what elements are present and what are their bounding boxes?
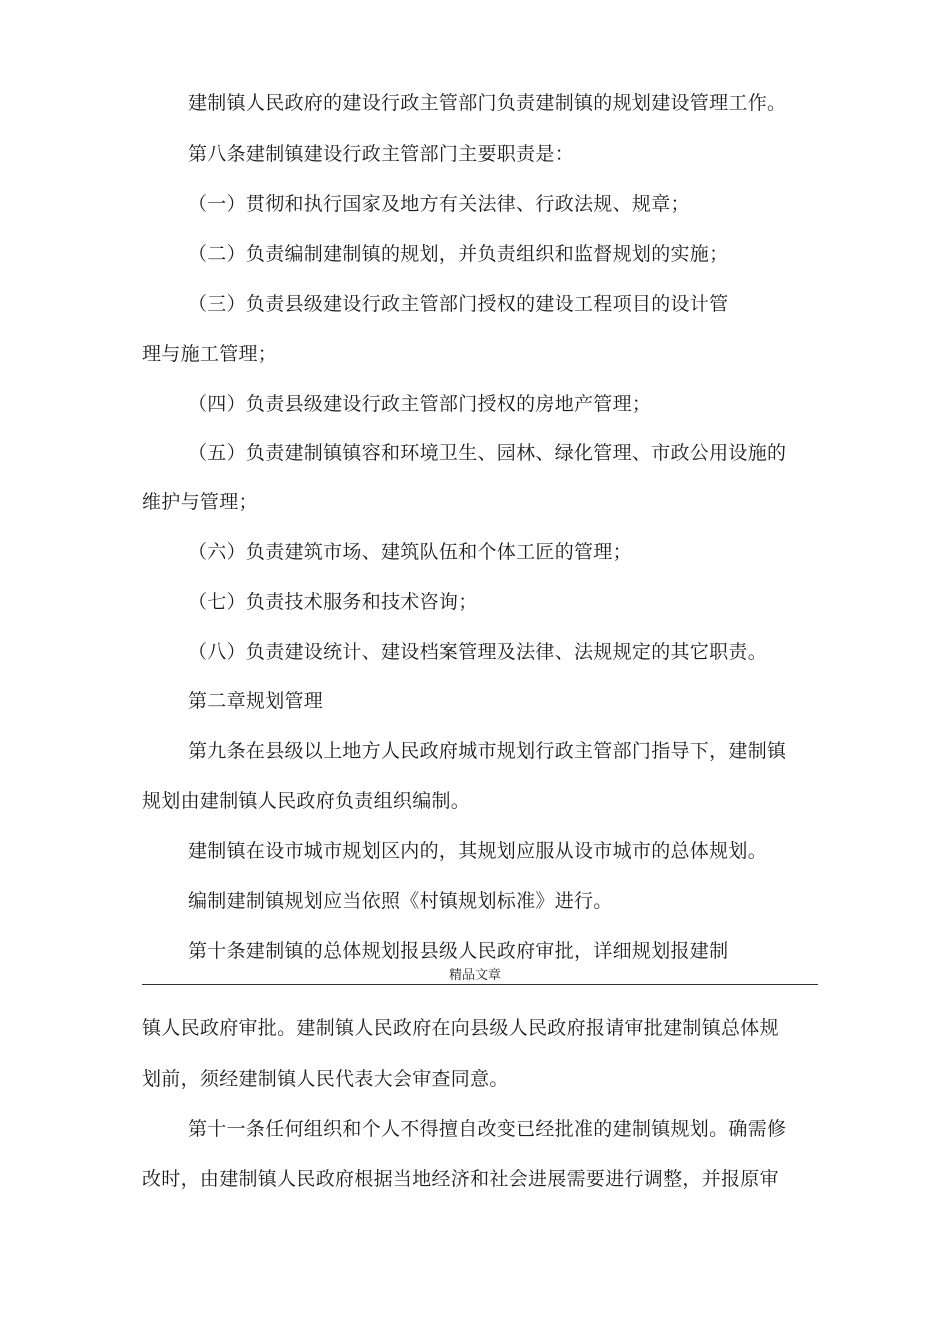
- list-item: （四）负责县级建设行政主管部门授权的房地产管理；: [188, 393, 652, 415]
- page-footer-label: 精品文章: [448, 968, 501, 983]
- list-item: （七）负责技术服务和技术咨询；: [188, 591, 478, 613]
- list-item: （五）负责建制镇镇容和环境卫生、园林、绿化管理、市政公用设施的: [188, 442, 787, 464]
- paragraph-line: 改时，由建制镇人民政府根据当地经济和社会进展需要进行调整，并报原审: [142, 1168, 779, 1190]
- list-item: （一）贯彻和执行国家及地方有关法律、行政法规、规章；: [188, 193, 690, 215]
- paragraph-line: 第九条在县级以上地方人民政府城市规划行政主管部门指导下，建制镇: [188, 740, 787, 762]
- paragraph-line: 镇人民政府审批。建制镇人民政府在向县级人民政府报请审批建制镇总体规: [142, 1017, 779, 1039]
- chapter-heading: 第二章规划管理: [188, 690, 324, 712]
- list-item-continuation: 理与施工管理；: [142, 343, 278, 365]
- paragraph-line: 规划由建制镇人民政府负责组织编制。: [142, 790, 471, 812]
- footer-divider: [142, 984, 818, 985]
- paragraph-line: 编制建制镇规划应当依照《村镇规划标准》进行。: [188, 890, 613, 912]
- list-item: （三）负责县级建设行政主管部门授权的建设工程项目的设计管: [188, 293, 729, 315]
- list-item: （二）负责编制建制镇的规划，并负责组织和监督规划的实施；: [188, 243, 729, 265]
- paragraph-line: 建制镇在设市城市规划区内的，其规划应服从设市城市的总体规划。: [188, 840, 768, 862]
- list-item: （六）负责建筑市场、建筑队伍和个体工匠的管理；: [188, 541, 632, 563]
- list-item: （八）负责建设统计、建设档案管理及法律、法规规定的其它职责。: [188, 641, 768, 663]
- paragraph-line: 第十条建制镇的总体规划报县级人民政府审批，详细规划报建制: [188, 940, 729, 962]
- paragraph-line: 第十一条任何组织和个人不得擅自改变已经批准的建制镇规划。确需修: [188, 1118, 787, 1140]
- paragraph-line: 建制镇人民政府的建设行政主管部门负责建制镇的规划建设管理工作。: [188, 92, 787, 114]
- paragraph-line: 划前，须经建制镇人民代表大会审查同意。: [142, 1068, 509, 1090]
- list-item-continuation: 维护与管理；: [142, 491, 258, 513]
- article-heading: 第八条建制镇建设行政主管部门主要职责是：: [188, 143, 575, 165]
